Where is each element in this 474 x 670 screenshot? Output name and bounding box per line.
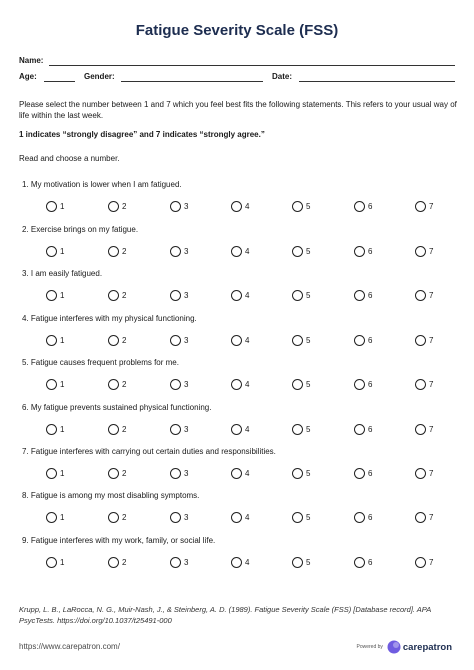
radio-button[interactable] [354,557,365,568]
question-5-option-3[interactable] [170,379,188,390]
radio-button[interactable] [415,246,426,257]
option-label: 7 [429,513,434,522]
radio-button[interactable] [292,512,303,523]
question-8-option-3[interactable] [170,512,188,523]
radio-button[interactable] [170,424,181,435]
radio-button[interactable] [415,201,426,212]
question-9-option-3[interactable] [170,557,188,568]
radio-button[interactable] [46,557,57,568]
question-1-option-2[interactable] [108,201,126,212]
radio-button[interactable] [415,424,426,435]
question-5-text: 5. Fatigue causes frequent problems for me. [22,358,179,367]
question-5-option-4[interactable] [231,379,249,390]
option-label: 5 [306,247,311,256]
option-label: 6 [368,558,373,567]
option-label: 1 [60,202,65,211]
question-4-option-5[interactable] [292,335,310,346]
question-4-option-1[interactable] [46,335,64,346]
radio-button[interactable] [108,557,119,568]
question-2-option-7[interactable] [415,246,433,257]
radio-button[interactable] [46,335,57,346]
radio-button[interactable] [292,335,303,346]
question-3-option-2[interactable] [108,290,126,301]
radio-button[interactable] [170,335,181,346]
page-title: Fatigue Severity Scale (FSS) [135,22,339,39]
powered-by-badge [356,640,452,654]
question-9-option-7[interactable] [415,557,433,568]
question-6-option-5[interactable] [292,424,310,435]
radio-button[interactable] [231,424,242,435]
question-3-option-5[interactable] [292,290,310,301]
radio-button[interactable] [354,424,365,435]
radio-button[interactable] [354,379,365,390]
question-2-option-6[interactable] [354,246,372,257]
option-label: 2 [122,336,127,345]
radio-button[interactable] [292,379,303,390]
option-label: 5 [306,291,311,300]
question-2-option-3[interactable] [170,246,188,257]
question-9-option-2[interactable] [108,557,126,568]
radio-button[interactable] [108,290,119,301]
option-label: 4 [245,469,250,478]
option-label: 1 [60,425,65,434]
option-label: 3 [184,425,189,434]
question-8-option-1[interactable] [46,512,64,523]
question-5-option-7[interactable] [415,379,433,390]
option-label: 2 [122,513,127,522]
option-label: 1 [60,291,65,300]
question-3-option-1[interactable] [46,290,64,301]
radio-button[interactable] [415,290,426,301]
option-label: 3 [184,202,189,211]
question-4-text: 4. Fatigue interferes with my physical functioning. [22,314,197,323]
question-7-option-3[interactable] [170,468,188,479]
option-label: 5 [306,513,311,522]
age-field[interactable] [44,81,75,82]
radio-button[interactable] [170,290,181,301]
question-7-option-4[interactable] [231,468,249,479]
option-label: 7 [429,247,434,256]
option-label: 2 [122,425,127,434]
option-label: 1 [60,558,65,567]
option-label: 5 [306,558,311,567]
question-5-option-1[interactable] [46,379,64,390]
radio-button[interactable] [170,379,181,390]
radio-button[interactable] [108,512,119,523]
question-2-option-1[interactable] [46,246,64,257]
option-label: 5 [306,469,311,478]
radio-button[interactable] [292,557,303,568]
question-7-option-1[interactable] [46,468,64,479]
radio-button[interactable] [354,512,365,523]
option-label: 7 [429,558,434,567]
question-2-option-4[interactable] [231,246,249,257]
radio-button[interactable] [231,468,242,479]
question-5-option-5[interactable] [292,379,310,390]
option-label: 6 [368,247,373,256]
option-label: 7 [429,380,434,389]
radio-button[interactable] [354,290,365,301]
option-label: 6 [368,380,373,389]
option-label: 3 [184,247,189,256]
option-label: 2 [122,380,127,389]
question-6-option-4[interactable] [231,424,249,435]
radio-button[interactable] [46,512,57,523]
option-label: 4 [245,336,250,345]
option-label: 1 [60,336,65,345]
option-label: 4 [245,291,250,300]
question-7-option-7[interactable] [415,468,433,479]
question-6-option-6[interactable] [354,424,372,435]
radio-button[interactable] [231,379,242,390]
radio-button[interactable] [292,424,303,435]
question-1-option-5[interactable] [292,201,310,212]
radio-button[interactable] [46,424,57,435]
question-1-option-7[interactable] [415,201,433,212]
reference-citation: Krupp, L. B., LaRocca, N. G., Muir-Nash, J., & Steinberg, A. D. (1989). Fatigue Severity Scale (FSS) [Database record]. APA PsycTests. https://doi.org/10.1037/t25491-000 [19,605,431,625]
option-label: 3 [184,513,189,522]
option-label: 4 [245,202,250,211]
radio-button[interactable] [292,201,303,212]
option-label: 6 [368,425,373,434]
radio-button[interactable] [231,335,242,346]
question-8-option-2[interactable] [108,512,126,523]
option-label: 7 [429,202,434,211]
radio-button[interactable] [46,379,57,390]
radio-button[interactable] [108,379,119,390]
question-7-text: 7. Fatigue interferes with carrying out certain duties and responsibilities. [22,447,276,456]
option-label: 7 [429,336,434,345]
carepatron-logo-icon [387,640,401,654]
name-field[interactable] [49,65,455,66]
question-8-option-7[interactable] [415,512,433,523]
radio-button[interactable] [415,335,426,346]
question-6-option-1[interactable] [46,424,64,435]
option-label: 5 [306,425,311,434]
scale-instruction: 1 indicates “strongly disagree” and 7 indicates “strongly agree.” [19,130,265,139]
question-6-text: 6. My fatigue prevents sustained physical functioning. [22,403,212,412]
question-5-option-6[interactable] [354,379,372,390]
question-4-option-7[interactable] [415,335,433,346]
date-label: Date: [272,72,293,81]
option-label: 1 [60,247,65,256]
option-label: 1 [60,469,65,478]
radio-button[interactable] [108,424,119,435]
option-label: 2 [122,202,127,211]
question-7-option-6[interactable] [354,468,372,479]
question-6-option-2[interactable] [108,424,126,435]
radio-button[interactable] [170,557,181,568]
question-9-option-4[interactable] [231,557,249,568]
powered-by-label: Powered by [356,644,383,650]
radio-button[interactable] [231,557,242,568]
name-label: Name: [19,56,44,65]
question-8-option-5[interactable] [292,512,310,523]
question-3-text: 3. I am easily fatigued. [22,269,103,278]
question-8-text: 8. Fatigue is among my most disabling symptoms. [22,491,200,500]
radio-button[interactable] [231,290,242,301]
option-label: 2 [122,469,127,478]
radio-button[interactable] [415,512,426,523]
question-2-text: 2. Exercise brings on my fatigue. [22,225,139,234]
option-label: 6 [368,202,373,211]
option-label: 1 [60,380,65,389]
question-3-option-4[interactable] [231,290,249,301]
question-6-option-3[interactable] [170,424,188,435]
option-label: 3 [184,380,189,389]
radio-button[interactable] [415,468,426,479]
radio-button[interactable] [170,246,181,257]
question-7-option-2[interactable] [108,468,126,479]
option-label: 4 [245,513,250,522]
radio-button[interactable] [170,201,181,212]
radio-button[interactable] [108,468,119,479]
question-9-option-5[interactable] [292,557,310,568]
radio-button[interactable] [354,468,365,479]
question-6-option-7[interactable] [415,424,433,435]
radio-button[interactable] [292,468,303,479]
question-1-text: 1. My motivation is lower when I am fatigued. [22,180,182,189]
question-8-option-6[interactable] [354,512,372,523]
question-1-option-4[interactable] [231,201,249,212]
brand-name: carepatron [402,641,452,653]
question-4-option-6[interactable] [354,335,372,346]
question-7-option-5[interactable] [292,468,310,479]
option-label: 5 [306,202,311,211]
question-5-option-2[interactable] [108,379,126,390]
radio-button[interactable] [292,246,303,257]
age-label: Age: [19,72,37,81]
option-label: 4 [245,558,250,567]
radio-button[interactable] [231,512,242,523]
radio-button[interactable] [415,557,426,568]
radio-button[interactable] [170,468,181,479]
option-label: 3 [184,469,189,478]
option-label: 5 [306,336,311,345]
option-label: 7 [429,469,434,478]
radio-button[interactable] [46,246,57,257]
question-9-option-6[interactable] [354,557,372,568]
radio-button[interactable] [231,246,242,257]
option-label: 4 [245,247,250,256]
radio-button[interactable] [354,335,365,346]
question-9-option-1[interactable] [46,557,64,568]
date-field[interactable] [299,81,455,82]
instructions-paragraph: Please select the number between 1 and 7 which you feel best fits the following statements. This refers to your usual way of life within the last week. [19,100,457,120]
option-label: 6 [368,336,373,345]
option-label: 2 [122,247,127,256]
option-label: 7 [429,425,434,434]
gender-label: Gender: [84,72,115,81]
radio-button[interactable] [170,512,181,523]
radio-button[interactable] [46,468,57,479]
footer-url[interactable]: https://www.carepatron.com/ [19,642,120,651]
radio-button[interactable] [231,201,242,212]
option-label: 7 [429,291,434,300]
option-label: 3 [184,336,189,345]
read-prompt: Read and choose a number. [19,154,120,163]
option-label: 2 [122,291,127,300]
question-4-option-3[interactable] [170,335,188,346]
option-label: 3 [184,291,189,300]
question-3-option-3[interactable] [170,290,188,301]
question-2-option-5[interactable] [292,246,310,257]
option-label: 6 [368,291,373,300]
radio-button[interactable] [108,201,119,212]
question-2-option-2[interactable] [108,246,126,257]
option-label: 4 [245,425,250,434]
option-label: 1 [60,513,65,522]
radio-button[interactable] [108,246,119,257]
option-label: 3 [184,558,189,567]
question-3-option-7[interactable] [415,290,433,301]
radio-button[interactable] [415,379,426,390]
option-label: 6 [368,469,373,478]
option-label: 5 [306,380,311,389]
radio-button[interactable] [354,246,365,257]
question-1-option-1[interactable] [46,201,64,212]
question-4-option-2[interactable] [108,335,126,346]
radio-button[interactable] [46,201,57,212]
question-4-option-4[interactable] [231,335,249,346]
question-3-option-6[interactable] [354,290,372,301]
gender-field[interactable] [121,81,263,82]
option-label: 6 [368,513,373,522]
option-label: 2 [122,558,127,567]
question-1-option-6[interactable] [354,201,372,212]
radio-button[interactable] [292,290,303,301]
radio-button[interactable] [354,201,365,212]
option-label: 4 [245,380,250,389]
radio-button[interactable] [108,335,119,346]
radio-button[interactable] [46,290,57,301]
question-1-option-3[interactable] [170,201,188,212]
question-8-option-4[interactable] [231,512,249,523]
question-9-text: 9. Fatigue interferes with my work, family, or social life. [22,536,216,545]
